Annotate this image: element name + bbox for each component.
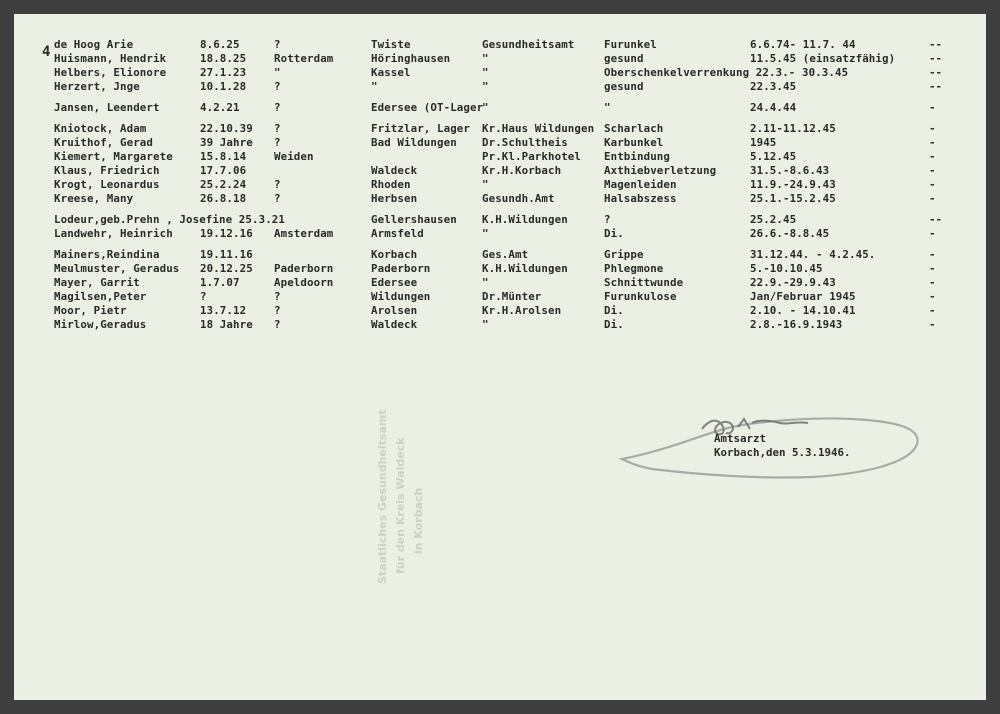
cell-authority: Gesundheitsamt	[482, 38, 575, 51]
cell-period: 25.2.45	[750, 213, 797, 226]
cell-birth: 10.1.28	[200, 80, 247, 93]
cell-place: Gellershausen	[371, 213, 457, 226]
cell-place: Höringhausen	[371, 52, 451, 65]
cell-diagnosis: Magenleiden	[604, 178, 677, 191]
cell-name: Huismann, Hendrik	[54, 52, 167, 65]
cell-origin: Apeldoorn	[274, 276, 334, 289]
cell-birth: ?	[200, 290, 207, 303]
cell-name: Kniotock, Adam	[54, 122, 147, 135]
cell-birth: 20.12.25	[200, 262, 253, 275]
cell-place: Paderborn	[371, 262, 431, 275]
margin-mark: -	[929, 276, 936, 289]
cell-origin: ?	[274, 304, 281, 317]
margin-mark: -	[929, 164, 936, 177]
record-row	[14, 213, 986, 227]
cell-authority: "	[482, 318, 489, 331]
cell-period: 31.5.-8.6.43	[750, 164, 830, 177]
cell-authority: "	[482, 276, 489, 289]
cell-diagnosis: Phlegmone	[604, 262, 664, 275]
record-row	[14, 164, 986, 178]
cell-diagnosis: "	[604, 101, 611, 114]
cell-place: Kassel	[371, 66, 411, 79]
cell-place: Waldeck	[371, 318, 418, 331]
cell-birth: 18.8.25	[200, 52, 247, 65]
margin-mark: -	[929, 136, 936, 149]
cell-authority: Kr.H.Arolsen	[482, 304, 562, 317]
margin-mark: --	[929, 52, 943, 65]
cell-birth: 39 Jahre	[200, 136, 253, 149]
margin-mark: -	[929, 248, 936, 261]
record-row	[14, 178, 986, 192]
record-row	[14, 290, 986, 304]
cell-birth: 26.8.18	[200, 192, 247, 205]
cell-birth: 8.6.25	[200, 38, 240, 51]
record-row	[14, 318, 986, 332]
record-row	[14, 248, 986, 262]
cell-name: Landwehr, Heinrich	[54, 227, 173, 240]
cell-authority: "	[482, 178, 489, 191]
cell-authority: "	[482, 80, 489, 93]
cell-diagnosis: Di.	[604, 318, 624, 331]
cell-birth: 17.7.06	[200, 164, 247, 177]
cell-period: 22.3.45	[750, 80, 797, 93]
cell-place: Fritzlar, Lager	[371, 122, 471, 135]
cell-diagnosis: Halsabszess	[604, 192, 677, 205]
cell-diagnosis: gesund	[604, 52, 644, 65]
cell-authority: "	[482, 101, 489, 114]
edge-mark: 4	[42, 44, 51, 60]
cell-authority: "	[482, 66, 489, 79]
cell-name: Herzert, Jnge	[54, 80, 140, 93]
cell-birth: 27.1.23	[200, 66, 247, 79]
cell-origin: ?	[274, 80, 281, 93]
cell-period: 2.10. - 14.10.41	[750, 304, 856, 317]
cell-authority: Pr.Kl.Parkhotel	[482, 150, 582, 163]
cell-period: 11.9.-24.9.43	[750, 178, 836, 191]
cell-name: Lodeur,geb.Prehn , Josefine 25.3.21	[54, 213, 286, 226]
cell-name: Krogt, Leonardus	[54, 178, 160, 191]
signature-title: Amtsarzt	[714, 432, 767, 445]
cell-period: 6.6.74- 11.7. 44	[750, 38, 856, 51]
cell-diagnosis: Di.	[604, 227, 624, 240]
cell-origin: ?	[274, 318, 281, 331]
cell-place: Twiste	[371, 38, 411, 51]
cell-name: Kruithof, Gerad	[54, 136, 154, 149]
margin-mark: --	[929, 80, 943, 93]
cell-period: 22.9.-29.9.43	[750, 276, 836, 289]
cell-authority: Dr.Schultheis	[482, 136, 568, 149]
cell-authority: Dr.Münter	[482, 290, 542, 303]
cell-birth: 15.8.14	[200, 150, 247, 163]
cell-authority: K.H.Wildungen	[482, 213, 568, 226]
record-row	[14, 227, 986, 241]
margin-mark: -	[929, 101, 936, 114]
cell-place: Edersee (OT-Lager	[371, 101, 484, 114]
cell-diagnosis: Di.	[604, 304, 624, 317]
record-row	[14, 136, 986, 150]
cell-place: Arolsen	[371, 304, 418, 317]
svg-text:für den Kreis Waldeck: für den Kreis Waldeck	[394, 437, 407, 574]
cell-name: Mirlow,Geradus	[54, 318, 147, 331]
cell-period: 26.6.-8.8.45	[750, 227, 830, 240]
cell-period: 11.5.45 (einsatzfähig)	[750, 52, 896, 65]
cell-name: Kiemert, Margarete	[54, 150, 173, 163]
document-page	[14, 14, 986, 700]
cell-authority: Ges.Amt	[482, 248, 529, 261]
record-row	[14, 262, 986, 276]
cell-place: Korbach	[371, 248, 418, 261]
cell-diagnosis: Karbunkel	[604, 136, 664, 149]
cell-birth: 18 Jahre	[200, 318, 253, 331]
cell-origin: Rotterdam	[274, 52, 334, 65]
cell-name: de Hoog Arie	[54, 38, 134, 51]
cell-authority: K.H.Wildungen	[482, 262, 568, 275]
cell-name: Kreese, Many	[54, 192, 134, 205]
margin-mark: -	[929, 150, 936, 163]
record-row	[14, 80, 986, 94]
cell-birth: 1.7.07	[200, 276, 240, 289]
cell-origin: ?	[274, 178, 281, 191]
record-row	[14, 101, 986, 115]
cell-origin: "	[274, 66, 281, 79]
cell-authority: Kr.H.Korbach	[482, 164, 562, 177]
cell-name: Mainers,Reindina	[54, 248, 160, 261]
cell-origin: ?	[274, 136, 281, 149]
cell-period: 24.4.44	[750, 101, 797, 114]
cell-diagnosis: gesund	[604, 80, 644, 93]
cell-birth: 13.7.12	[200, 304, 247, 317]
cell-birth: 25.2.24	[200, 178, 247, 191]
cell-place: "	[371, 80, 378, 93]
margin-mark: -	[929, 290, 936, 303]
cell-diagnosis: Furunkel	[604, 38, 657, 51]
record-row	[14, 122, 986, 136]
record-row	[14, 192, 986, 206]
cell-origin: ?	[274, 122, 281, 135]
cell-origin: Amsterdam	[274, 227, 334, 240]
cell-place: Waldeck	[371, 164, 418, 177]
margin-mark: -	[929, 192, 936, 205]
cell-diagnosis: Scharlach	[604, 122, 664, 135]
margin-mark: -	[929, 227, 936, 240]
cell-name: Magilsen,Peter	[54, 290, 147, 303]
cell-diagnosis: Entbindung	[604, 150, 671, 163]
cell-birth: 19.11.16	[200, 248, 253, 261]
cell-name: Jansen, Leendert	[54, 101, 160, 114]
signature-place-date: Korbach,den 5.3.1946.	[714, 446, 851, 459]
cell-period: 1945	[750, 136, 777, 149]
cell-birth: 22.10.39	[200, 122, 253, 135]
signature	[612, 399, 942, 489]
margin-mark: -	[929, 178, 936, 191]
cell-place: Armsfeld	[371, 227, 424, 240]
cell-period: 2.11-11.12.45	[750, 122, 836, 135]
cell-diagnosis: Grippe	[604, 248, 644, 261]
cell-diagnosis: Oberschenkelverrenkung 22.3.- 30.3.45	[604, 66, 849, 79]
cell-name: Klaus, Friedrich	[54, 164, 160, 177]
cell-name: Mayer, Garrit	[54, 276, 140, 289]
margin-mark: -	[929, 122, 936, 135]
record-row	[14, 52, 986, 66]
cell-place: Herbsen	[371, 192, 418, 205]
record-row	[14, 304, 986, 318]
cell-diagnosis: Schnittwunde	[604, 276, 684, 289]
cell-authority: "	[482, 227, 489, 240]
cell-period: 31.12.44. - 4.2.45.	[750, 248, 876, 261]
cell-authority: "	[482, 52, 489, 65]
bleed-through-stamp	[366, 374, 456, 594]
margin-mark: --	[929, 66, 943, 79]
cell-diagnosis: Furunkulose	[604, 290, 677, 303]
cell-name: Helbers, Elionore	[54, 66, 167, 79]
cell-period: 5.-10.10.45	[750, 262, 823, 275]
cell-place: Wildungen	[371, 290, 431, 303]
cell-name: Moor, Pietr	[54, 304, 127, 317]
cell-birth: 19.12.16	[200, 227, 253, 240]
cell-diagnosis: ?	[604, 213, 611, 226]
record-row	[14, 38, 986, 52]
margin-mark: -	[929, 262, 936, 275]
record-row	[14, 276, 986, 290]
margin-mark: --	[929, 38, 943, 51]
cell-authority: Kr.Haus Wildungen	[482, 122, 595, 135]
cell-name: Meulmuster, Geradus	[54, 262, 180, 275]
margin-mark: -	[929, 304, 936, 317]
cell-birth: 4.2.21	[200, 101, 240, 114]
margin-mark: --	[929, 213, 943, 226]
cell-origin: Weiden	[274, 150, 314, 163]
cell-authority: Gesundh.Amt	[482, 192, 555, 205]
cell-origin: ?	[274, 290, 281, 303]
cell-place: Rhoden	[371, 178, 411, 191]
record-row	[14, 150, 986, 164]
cell-period: Jan/Februar 1945	[750, 290, 856, 303]
cell-origin: Paderborn	[274, 262, 334, 275]
cell-origin: ?	[274, 38, 281, 51]
cell-place: Bad Wildungen	[371, 136, 457, 149]
cell-place: Edersee	[371, 276, 418, 289]
cell-period: 25.1.-15.2.45	[750, 192, 836, 205]
cell-diagnosis: Axthiebverletzung	[604, 164, 717, 177]
cell-origin: ?	[274, 101, 281, 114]
cell-period: 2.8.-16.9.1943	[750, 318, 843, 331]
record-row	[14, 66, 986, 80]
svg-text:in Korbach: in Korbach	[412, 487, 425, 554]
svg-text:Staatliches Gesundheitsamt: Staatliches Gesundheitsamt	[376, 409, 389, 584]
cell-origin: ?	[274, 192, 281, 205]
margin-mark: -	[929, 318, 936, 331]
cell-period: 5.12.45	[750, 150, 797, 163]
